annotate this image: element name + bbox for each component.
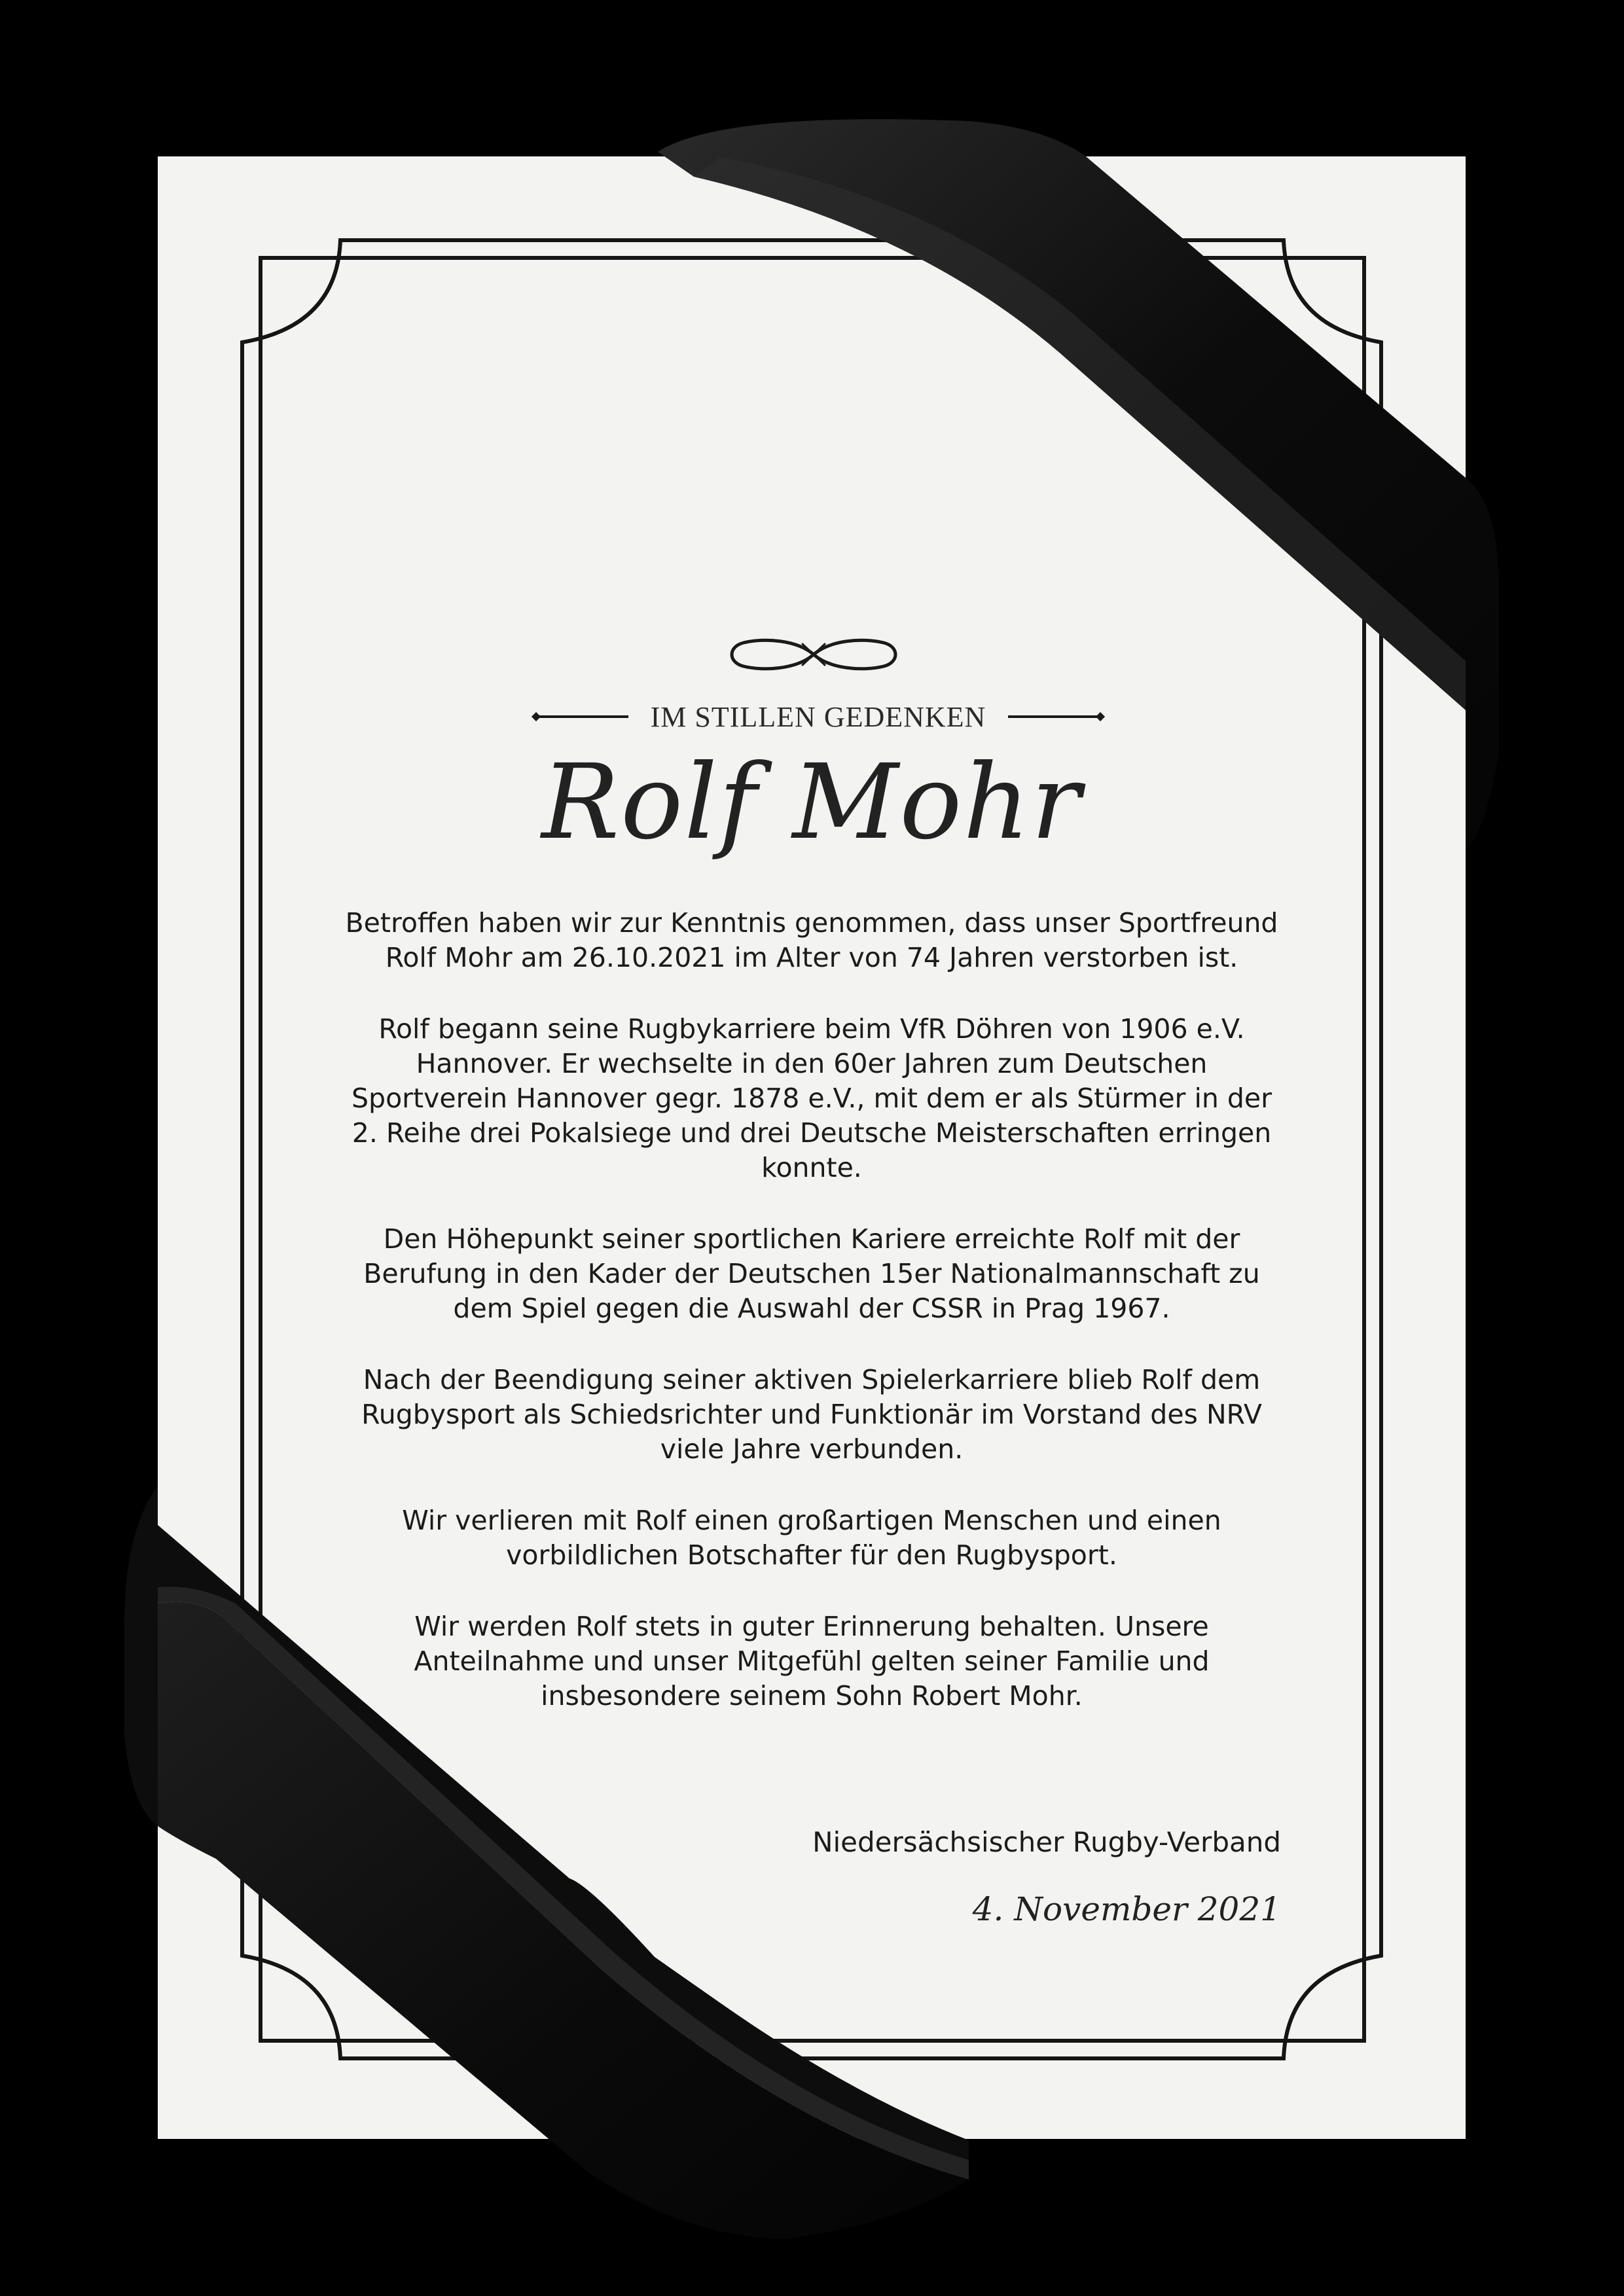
deceased-name: Rolf Mohr (541, 742, 1082, 863)
paragraph: Wir verlieren mit Rolf einen großartigen Menschen und einen vorbildlichen Botschafter für den Rugbysport. (402, 1505, 1221, 1571)
paragraph: Den Höhepunkt seiner sportlichen Kariere erreichte Rolf mit der Berufung in den Kader der Deutschen 15er Nationalmannschaft zu dem Spiel gegen die Auswahl der CSSR in Prag 1967. (363, 1223, 1260, 1324)
paragraph: Betroffen haben wir zur Kenntnis genommen, dass unser Sportfreund Rolf Mohr am 26.10.2021 im Alter von 74 Jahren verstorben ist. (345, 907, 1278, 973)
date: 4. November 2021 (972, 1890, 1281, 1928)
paragraph: Rolf begann seine Rugbykarriere beim VfR Döhren von 1906 e.V. Hannover. Er wechselte in den 60er Jahren zum Deutschen Sportverein Hannover gegr. 1878 e.V., mit dem er als Stürmer in der 2. Reihe drei Pokalsiege und drei Deutsche Meisterschaften erringen konnte. (352, 1013, 1272, 1183)
paragraph: Nach der Beendigung seiner aktiven Spielerkarriere blieb Rolf dem Rugbysport als Schiedsrichter und Funktionär im Vorstand des NRV viele Jahre verbunden. (361, 1364, 1262, 1465)
paragraph: Wir werden Rolf stets in guter Erinnerung behalten. Unsere Anteilnahme und unser Mitgefühl gelten seiner Familie und insbesondere seinem Sohn Robert Mohr. (414, 1611, 1210, 1712)
signature: Niedersächsischer Rugby-Verband (812, 1826, 1281, 1858)
header-title: IM STILLEN GEDENKEN (650, 700, 986, 733)
